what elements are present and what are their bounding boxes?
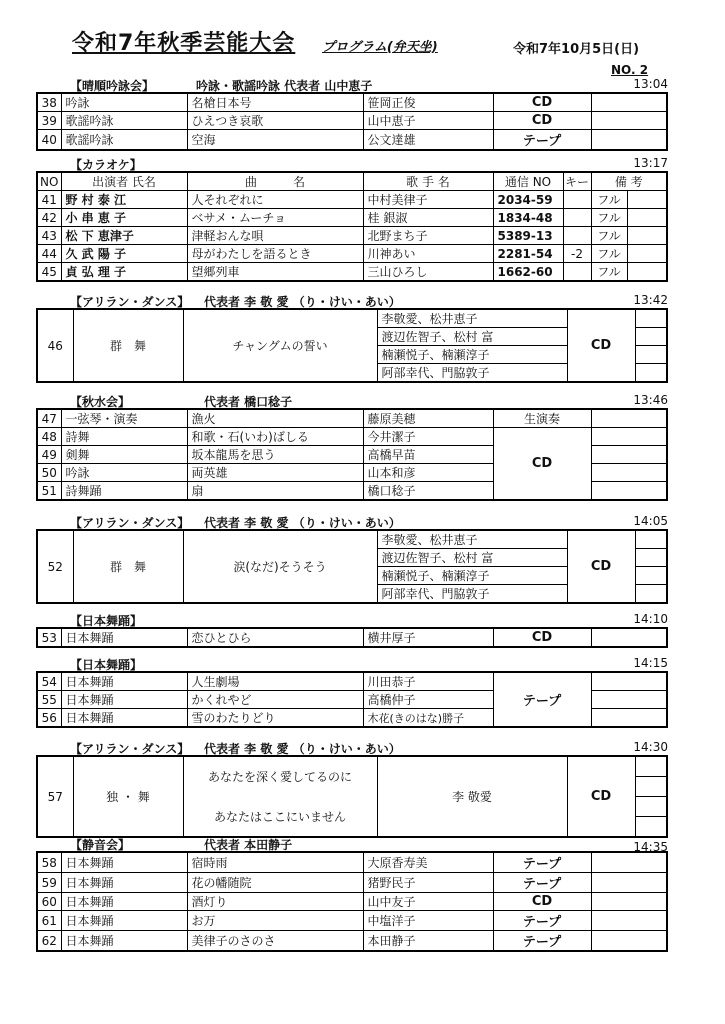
group-representative: 代表者 本田静子 [204,838,293,852]
group-name: 【静音会】 [70,838,131,852]
genre: 日本舞踊 [61,691,187,709]
note-cell [635,567,667,585]
performer: 笹岡正俊 [363,93,493,112]
note-cell [635,530,667,549]
table-row [37,130,667,151]
entry-no: 50 [37,464,61,482]
entry-no: 38 [37,93,61,112]
group-name: 【アリラン・ダンス】 [70,295,190,309]
karaoke-code: 1834-48 [493,209,563,227]
col-no: NO [37,172,61,191]
genre: 歌謡吟詠 [61,112,187,130]
genre: 詩舞 [61,428,187,446]
entry-no: 62 [37,931,61,952]
piece-title: 名槍日本号 [187,93,363,112]
media: テープ [493,931,591,952]
performer: 藤原美穂 [363,409,493,428]
note-cell [635,797,667,817]
section-seion [36,836,668,952]
note-cell [591,911,667,931]
col-code: 通信 NO [493,172,563,191]
singer: 北野まち子 [363,227,493,245]
performer: 李敬愛、松井恵子 [377,530,567,549]
genre: 群 舞 [73,530,183,603]
entry-no: 60 [37,893,61,911]
media: CD [493,893,591,911]
table-row [37,756,667,777]
song-title: 望郷列車 [187,263,363,282]
entry-no: 51 [37,482,61,501]
performer: 本田静子 [363,931,493,952]
performer-name: 野 村 泰 江 [61,191,187,209]
note-cell [635,328,667,346]
group-representative: 吟詠・歌謡吟詠 代表者 山中恵子 [196,79,373,93]
performer: 阿部幸代、門脇敦子 [377,364,567,383]
section-shusui [36,393,668,501]
key [563,191,591,209]
table-row [37,672,667,691]
table-row [37,227,667,245]
karaoke-code: 2281-54 [493,245,563,263]
karaoke-code: 1662-60 [493,263,563,282]
group-representative: 代表者 李 敬 愛 （り・けい・あい） [204,516,401,530]
piece-title: 宿時雨 [187,852,363,873]
performer-name: 貞 弘 理 子 [61,263,187,282]
start-time: 14:15 [633,656,668,670]
start-time: 14:30 [633,740,668,754]
note-cell [591,691,667,709]
section-header [36,836,668,854]
section-header [36,393,668,408]
piece-title-line-1: あなたを深く愛してるのに [183,756,377,797]
media: テープ [493,911,591,931]
song-title: 津軽おんな唄 [187,227,363,245]
table-row [37,911,667,931]
note-cell [635,817,667,838]
start-time: 14:10 [633,612,668,626]
genre: 日本舞踊 [61,852,187,873]
section-header [36,740,668,755]
song-title: ベサメ・ムーチョ [187,209,363,227]
note-cell [591,628,667,647]
performer-name: 久 武 陽 子 [61,245,187,263]
piece-title: 花の幡随院 [187,873,363,893]
note-cell [591,709,667,728]
note-cell [591,446,667,464]
note-cell [635,364,667,383]
media: CD [567,309,635,382]
karaoke-table [36,171,668,282]
performer: 李敬愛、松井恵子 [377,309,567,328]
start-time: 13:17 [633,156,668,170]
program-table [36,627,668,648]
table-row [37,112,667,130]
section-nihon-buyo-53 [36,612,668,648]
group-name: 【日本舞踊】 [70,614,143,628]
singer: 三山ひろし [363,263,493,282]
group-representative: 代表者 李 敬 愛 （り・けい・あい） [204,295,401,309]
blank-cell [627,245,667,263]
performer: 今井潔子 [363,428,493,446]
blank-cell [627,191,667,209]
table-row [37,628,667,647]
genre: 日本舞踊 [61,672,187,691]
entry-no: 58 [37,852,61,873]
col-singer: 歌 手 名 [363,172,493,191]
performer: 高橋早苗 [363,446,493,464]
section-header [36,156,668,171]
genre: 歌謡吟詠 [61,130,187,151]
entry-no: 59 [37,873,61,893]
entry-no: 48 [37,428,61,446]
blank-cell [627,227,667,245]
note-cell [591,482,667,501]
section-header [36,514,668,529]
media: CD [493,112,591,130]
note-cell [591,672,667,691]
song-title: 人それぞれに [187,191,363,209]
event-date: 令和7年10月5日(日) [513,42,640,57]
program-subtitle: プログラム(弁天坐) [322,40,438,55]
section-header [36,77,668,92]
program-table [36,92,668,151]
table-row [37,263,667,282]
group-name: 【アリラン・ダンス】 [70,516,190,530]
entry-no: 61 [37,911,61,931]
piece-title: 雪のわたりどり [187,709,363,728]
col-note: 備 考 [591,172,667,191]
performer: 猪野民子 [363,873,493,893]
entry-no: 56 [37,709,61,728]
media: テープ [493,873,591,893]
entry-no: 41 [37,191,61,209]
table-row [37,409,667,428]
group-name: 【カラオケ】 [70,158,142,172]
note-cell [591,931,667,952]
program-table [36,851,668,952]
piece-title: 涙(なだ)そうそう [183,530,377,603]
piece-title: 扇 [187,482,363,501]
note-cell [591,112,667,130]
note-cell [635,309,667,328]
col-name: 出演者 氏名 [61,172,187,191]
performer: 楠瀬悦子、楠瀬淳子 [377,567,567,585]
note-cell [591,409,667,428]
performer: 渡辺佐智子、松村 富 [377,549,567,567]
performer: 山中恵子 [363,112,493,130]
section-header [36,293,668,308]
piece-title: ひえつき哀歌 [187,112,363,130]
performer: 橋口稔子 [363,482,493,501]
piece-title: 和歌・石(いわ)ばしる [187,428,363,446]
genre: 独 ・ 舞 [73,756,183,837]
start-time: 14:35 [633,840,668,854]
media: テープ [493,672,591,727]
media: 生演奏 [493,409,591,428]
note-cell [635,549,667,567]
section-header [36,612,668,627]
section-arirang-52 [36,514,668,604]
col-key: キー [563,172,591,191]
entry-no: 54 [37,672,61,691]
section-arirang-46 [36,293,668,383]
program-table [36,308,668,383]
section-arirang-57 [36,740,668,838]
performer: 山中友子 [363,893,493,911]
performer: 川田恭子 [363,672,493,691]
program-table [36,529,668,604]
table-row [37,209,667,227]
performer: 阿部幸代、門脇敦子 [377,585,567,604]
genre: 日本舞踊 [61,628,187,647]
page-number: NO. 2 [611,63,649,77]
blank-cell [627,209,667,227]
piece-title: 漁火 [187,409,363,428]
key: -2 [563,245,591,263]
note-cell [591,130,667,151]
performer-name: 松 下 恵津子 [61,227,187,245]
performer: 山本和彦 [363,464,493,482]
entry-no: 42 [37,209,61,227]
group-name: 【アリラン・ダンス】 [70,742,190,756]
note-cell [591,852,667,873]
entry-no: 45 [37,263,61,282]
entry-no: 57 [37,756,73,837]
entry-no: 40 [37,130,61,151]
note: フル [591,245,627,263]
start-time: 13:46 [633,393,668,407]
media: CD [567,530,635,603]
piece-title: 人生劇場 [187,672,363,691]
note-cell [635,777,667,797]
section-seijun [36,77,668,151]
blank-cell [627,263,667,282]
start-time: 13:04 [633,77,668,91]
performer-name: 小 串 恵 子 [61,209,187,227]
piece-title: 坂本龍馬を思う [187,446,363,464]
performer: 高橋仲子 [363,691,493,709]
performer: 渡辺佐智子、松村 富 [377,328,567,346]
note: フル [591,263,627,282]
genre: 日本舞踊 [61,873,187,893]
table-header-row [37,172,667,191]
table-row [37,309,667,328]
entry-no: 39 [37,112,61,130]
piece-title-line-2: あなたはここにいません [183,797,377,838]
table-row [37,852,667,873]
performer: 中塩洋子 [363,911,493,931]
genre: 吟詠 [61,93,187,112]
piece-title: 酒灯り [187,893,363,911]
piece-title: 美律子のさのさ [187,931,363,952]
karaoke-code: 5389-13 [493,227,563,245]
group-name: 【日本舞踊】 [70,658,143,672]
col-song: 曲 名 [187,172,363,191]
note-cell [635,756,667,777]
performer: 公文達雄 [363,130,493,151]
key [563,263,591,282]
entry-no: 43 [37,227,61,245]
group-representative: 代表者 橋口稔子 [204,395,293,409]
section-nihon-buyo-54 [36,656,668,728]
note-cell [635,585,667,604]
piece-title: かくれやど [187,691,363,709]
section-header [36,656,668,671]
table-row [37,428,667,446]
key [563,209,591,227]
start-time: 13:42 [633,293,668,307]
entry-no: 47 [37,409,61,428]
piece-title: 恋ひとひら [187,628,363,647]
table-row [37,873,667,893]
key [563,227,591,245]
piece-title: チャングムの誓い [183,309,377,382]
song-title: 母がわたしを語るとき [187,245,363,263]
performer: 李 敬愛 [377,756,567,837]
table-row [37,893,667,911]
karaoke-code: 2034-59 [493,191,563,209]
note-cell [591,464,667,482]
entry-no: 49 [37,446,61,464]
media: CD [493,428,591,501]
program-table [36,408,668,501]
genre: 吟詠 [61,464,187,482]
performer: 木花(きのはな)勝子 [363,709,493,728]
media: CD [493,93,591,112]
group-name: 【秋水会】 [70,395,131,409]
entry-no: 46 [37,309,73,382]
note: フル [591,209,627,227]
note-cell [591,893,667,911]
table-row [37,245,667,263]
note-cell [635,346,667,364]
note: フル [591,227,627,245]
note-cell [591,873,667,893]
note: フル [591,191,627,209]
singer: 桂 銀淑 [363,209,493,227]
program-table [36,755,668,838]
table-row [37,93,667,112]
genre: 剣舞 [61,446,187,464]
piece-title: 空海 [187,130,363,151]
media: CD [567,756,635,837]
media: CD [493,628,591,647]
genre: 日本舞踊 [61,931,187,952]
singer: 中村美律子 [363,191,493,209]
genre: 群 舞 [73,309,183,382]
genre: 日本舞踊 [61,911,187,931]
media: テープ [493,130,591,151]
note-cell [591,93,667,112]
program-title: 令和7年秋季芸能大会 [72,31,296,56]
genre: 一弦琴・演奏 [61,409,187,428]
performer: 大原香寿美 [363,852,493,873]
note-cell [591,428,667,446]
group-representative: 代表者 李 敬 愛 （り・けい・あい） [204,742,401,756]
table-row [37,530,667,549]
group-name: 【晴順吟詠会】 [70,79,155,93]
entry-no: 53 [37,628,61,647]
program-table [36,671,668,728]
genre: 日本舞踊 [61,893,187,911]
section-karaoke [36,156,668,282]
media: テープ [493,852,591,873]
table-row [37,931,667,952]
genre: 詩舞踊 [61,482,187,501]
piece-title: 両英雄 [187,464,363,482]
performer: 楠瀬悦子、楠瀬淳子 [377,346,567,364]
performer: 横井厚子 [363,628,493,647]
entry-no: 44 [37,245,61,263]
start-time: 14:05 [633,514,668,528]
genre: 日本舞踊 [61,709,187,728]
entry-no: 55 [37,691,61,709]
table-row [37,191,667,209]
singer: 川神あい [363,245,493,263]
entry-no: 52 [37,530,73,603]
piece-title: お万 [187,911,363,931]
